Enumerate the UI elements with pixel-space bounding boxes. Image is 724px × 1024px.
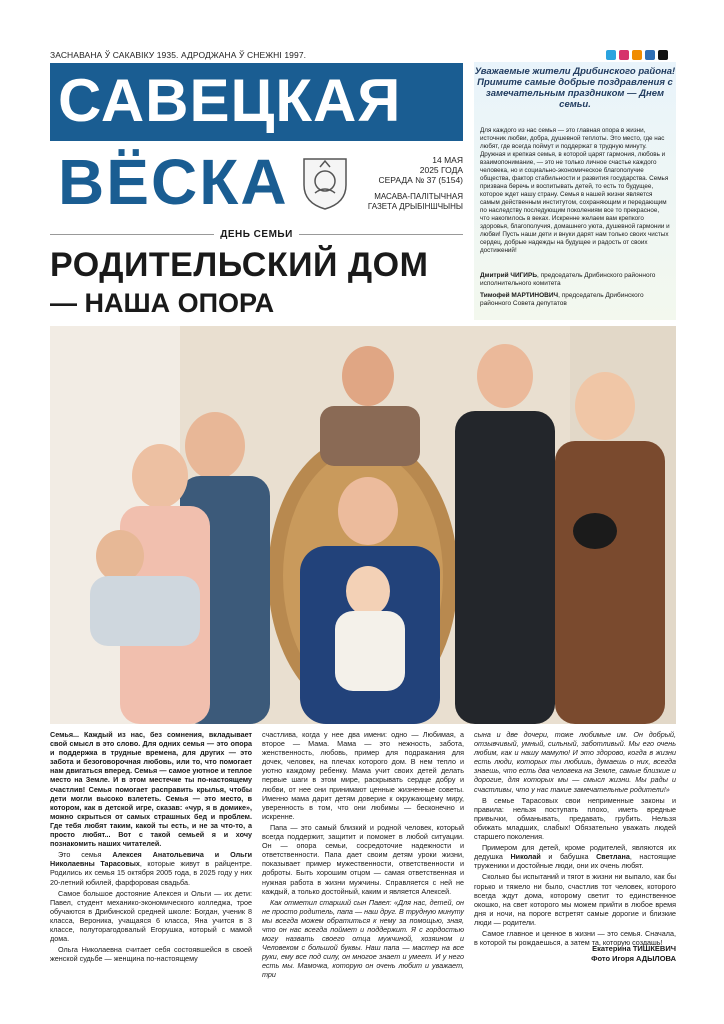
- article-paragraph: Ольга Николаевна считает себя состоявшейся в своей женской судьбе — женщина по-настоящему: [50, 945, 252, 964]
- telegram-icon[interactable]: [606, 50, 616, 60]
- article-paragraph: Папа — это самый близкий и родной человек, который всегда поддержит, защитит и поможет в любой ситуации. Он — опора семьи, сосредоточие надежности и ответственности. Папа дает своим детям уроки жизни, показывает пример мужественности, ответственности и доброты. Быть хорошим отцом — самая ответственная и нужная работа в жизни мужчины. Справляется с ней не каждый, а только достойный, каким и является Алексей.: [262, 822, 464, 896]
- article-column-2: [262, 730, 464, 982]
- article-column-3: [474, 730, 676, 949]
- vk-icon[interactable]: [645, 50, 655, 60]
- family-photo-illustration: [50, 326, 676, 724]
- family-photo: [50, 326, 676, 724]
- subtitle-line-2: ГАЗЕТА ДРЫБІНШЧЫНЫ: [367, 201, 463, 211]
- greeting-headline: Уважаемые жители Дрибинского района! Примите самые добрые поздравления с замечательным праздником — Днем семьи.: [474, 66, 676, 110]
- article-paragraph: сына и две дочери, тоже любимые им. Он добрый, отзывчивый, умный, сильный, заботливый. Мы его очень любим, как и нашу мамулю! И это здорово, когда в жизни есть люди, которых ты любишь, думаешь о них, всегда знаешь, что есть два человека на Земле, самые близкие и дорогие, для которых мы — смысл жизни. Мы рады и счастливы, что у нас такие замечательные родители!»: [474, 730, 676, 794]
- article-subheadline: — НАША ОПОРА: [50, 288, 275, 318]
- article-lead: Семья... Каждый из нас, без сомнения, вкладывает свой смысл в это слово. Для одних семья — это опора и поддержка в трудные времена, для других — это забота и безоговорочная любовь, или то, что помогает нам двигаться вперед. Семья — самое уютное и теплое место на Земле. И в этом местечке ты по-настоящему счастлив! Семья помогает расправить крылья, чтобы дети могли высоко взлететь. Семья — это место, в котором, как в детской игре, сказав: «чур, я в домике», можно скрыться от самых страшных бед и проблем. Где тебя любят таким, какой ты есть, и не за что-то, а просто любят... Вот с такой семьей я и хочу познакомить наших читателей.: [50, 730, 252, 849]
- signer-2-name: Тимофей МАРТИНОВИЧ: [480, 292, 559, 299]
- article-byline: [474, 944, 676, 963]
- article-paragraph: Самое большое достояние Алексея и Ольги — их дети: Павел, студент механико-экономического колледжа, трое обучаются в Дрибинской средней школе: Богдан, ученик 8 класса, Вероника, учащаяся 6 класса, Яна учится в 3 классе, полуторагодовалый Егорушка, который с мамой дома.: [50, 888, 252, 944]
- signer-1-name: Дмитрий ЧИГИРЬ: [480, 272, 537, 279]
- masthead-title-2: ВЁСКА: [58, 146, 289, 218]
- signer-1-role: , председатель Дрибинского районного исполнительного комитета: [480, 272, 656, 287]
- signer-2-role: , председатель Дрибинского районного Совета депутатов: [480, 292, 644, 307]
- greeting-signatures: [480, 272, 670, 308]
- issue-year: 2025 ГОДА: [419, 165, 463, 175]
- article-paragraph: счастлива, когда у нее два имени: одно — Любимая, а второе — Мама. Мама — это нежность, забота, женственность, любовь, пример для подражания для дочек, человек, на плечах которого дом. В нем тепло и уютно каждому ребенку. Мама учит своих детей делать первые шаги в этом мире, раскрывать сердце добру и любви, от нее они принимают ценные жизненные советы. Именно мама дарит детям доверие к окружающему миру, уверенность в том, что они любимы — бесконечно и искренне.: [262, 730, 464, 821]
- author-name: Екатерина ТИШКЕВИЧ: [592, 944, 676, 953]
- article-paragraph: Как отметил старший сын Павел: «Для нас, детей, он не просто родитель, папа — наш друг. В трудную минуту мы всегда можем обратиться к нему за помощью, зная, что он нас всегда поймет и поддержит. Я с гордостью могу назвать своего отца мужчиной, хозяином и Человеком с большой буквы. Наш папа — мастер на все руки, ему все под силу, он многое знает и умеет. И у него есть мы. Мамочка, которую он очень любит и уважает, три: [262, 897, 464, 980]
- issue-date-block: [366, 155, 463, 185]
- instagram-icon[interactable]: [619, 50, 629, 60]
- issue-date: 14 МАЯ: [432, 155, 463, 165]
- coat-of-arms-icon: [300, 155, 350, 211]
- newspaper-subtitle: [366, 192, 463, 211]
- article-paragraph: В семье Тарасовых свои неприменные законы и правила: нельзя поступать плохо, иметь вредные привычки, обманывать, предавать, грубить. Нельзя обижать младших, слабых! Обязательно уважать людей старшего поколения.: [474, 795, 676, 842]
- article-paragraph: Примером для детей, кроме родителей, являются их дедушка Николай и бабушка Светлана, настоящие труженики и достойные люди, они их очень любят.: [474, 843, 676, 871]
- established-line: ЗАСНАВАНА Ў САКАВІКУ 1935. АДРОДЖАНА Ў СНЕЖНІ 1997.: [50, 50, 307, 60]
- masthead-title: САВЕЦКАЯ: [58, 67, 402, 134]
- article-paragraph: Сколько бы испытаний и тягот в жизни ни выпало, как бы горько и тяжело ни было, счастлив тот человек, которого всегда ждут дома, которому светит то единственное окошко, на свет которого мы можем прийти в любое время дня и ночи, на пороге встретят самые дорогие и близкие люди — родители.: [474, 872, 676, 927]
- greeting-box: [474, 62, 676, 320]
- article-headline: РОДИТЕЛЬСКИЙ ДОМ: [50, 246, 429, 284]
- social-links: [606, 50, 668, 60]
- subtitle-line-1: МАСАВА-ПАЛІТЫЧНАЯ: [374, 192, 463, 201]
- greeting-body: Для каждого из нас семья — это главная опора в жизни, источник любви, добра, душевной теплоты. Это место, где нас любят, где всегда поймут и поддержат в трудную минуту. Дружная и крепкая семья, в которой царят гармония, любовь и взаимопонимание, — это не только личное счастье каждого человека, но и социально-экономическое благополучие общества, фактор стабильности и развития государства. Семья призвана беречь и воспитывать детей, то есть то будущее, которое ждет нашу страну. Семья в нашей жизни является самым действенным институтом, сохраняющим и передающим по наследству последующим поколениям все то прекрасное, что накопилось в веках. Искренне желаем вам крепкого здоровья, благополучия, домашнего уюта, душевной гармонии и любви! Пусть наши дети и внуки дарят нам только своих чистых сердец, добрые надежды на будущее и радость от своих достижений!: [480, 127, 670, 254]
- section-label: ДЕНЬ СЕМЬИ: [50, 229, 463, 240]
- article-column-1: [50, 730, 252, 965]
- photo-credit: Фото Игоря АДЫЛОВА: [591, 953, 676, 963]
- article-paragraph: Это семья Алексея Анатольевича и Ольги Николаевны Тарасовых, которые живут в райцентре. Родились их семья 15 октября 2005 года, в 2025 году у них 20-летний юбилей, фарфоровая свадьба.: [50, 850, 252, 887]
- ok-icon[interactable]: [632, 50, 642, 60]
- article-paragraph: Самое главное и ценное в жизни — это семья. Сначала, в которой ты рождаешься, а затем та, которую создашь!: [474, 928, 676, 948]
- tiktok-icon[interactable]: [658, 50, 668, 60]
- issue-number: СЕРАДА № 37 (5154): [378, 175, 463, 185]
